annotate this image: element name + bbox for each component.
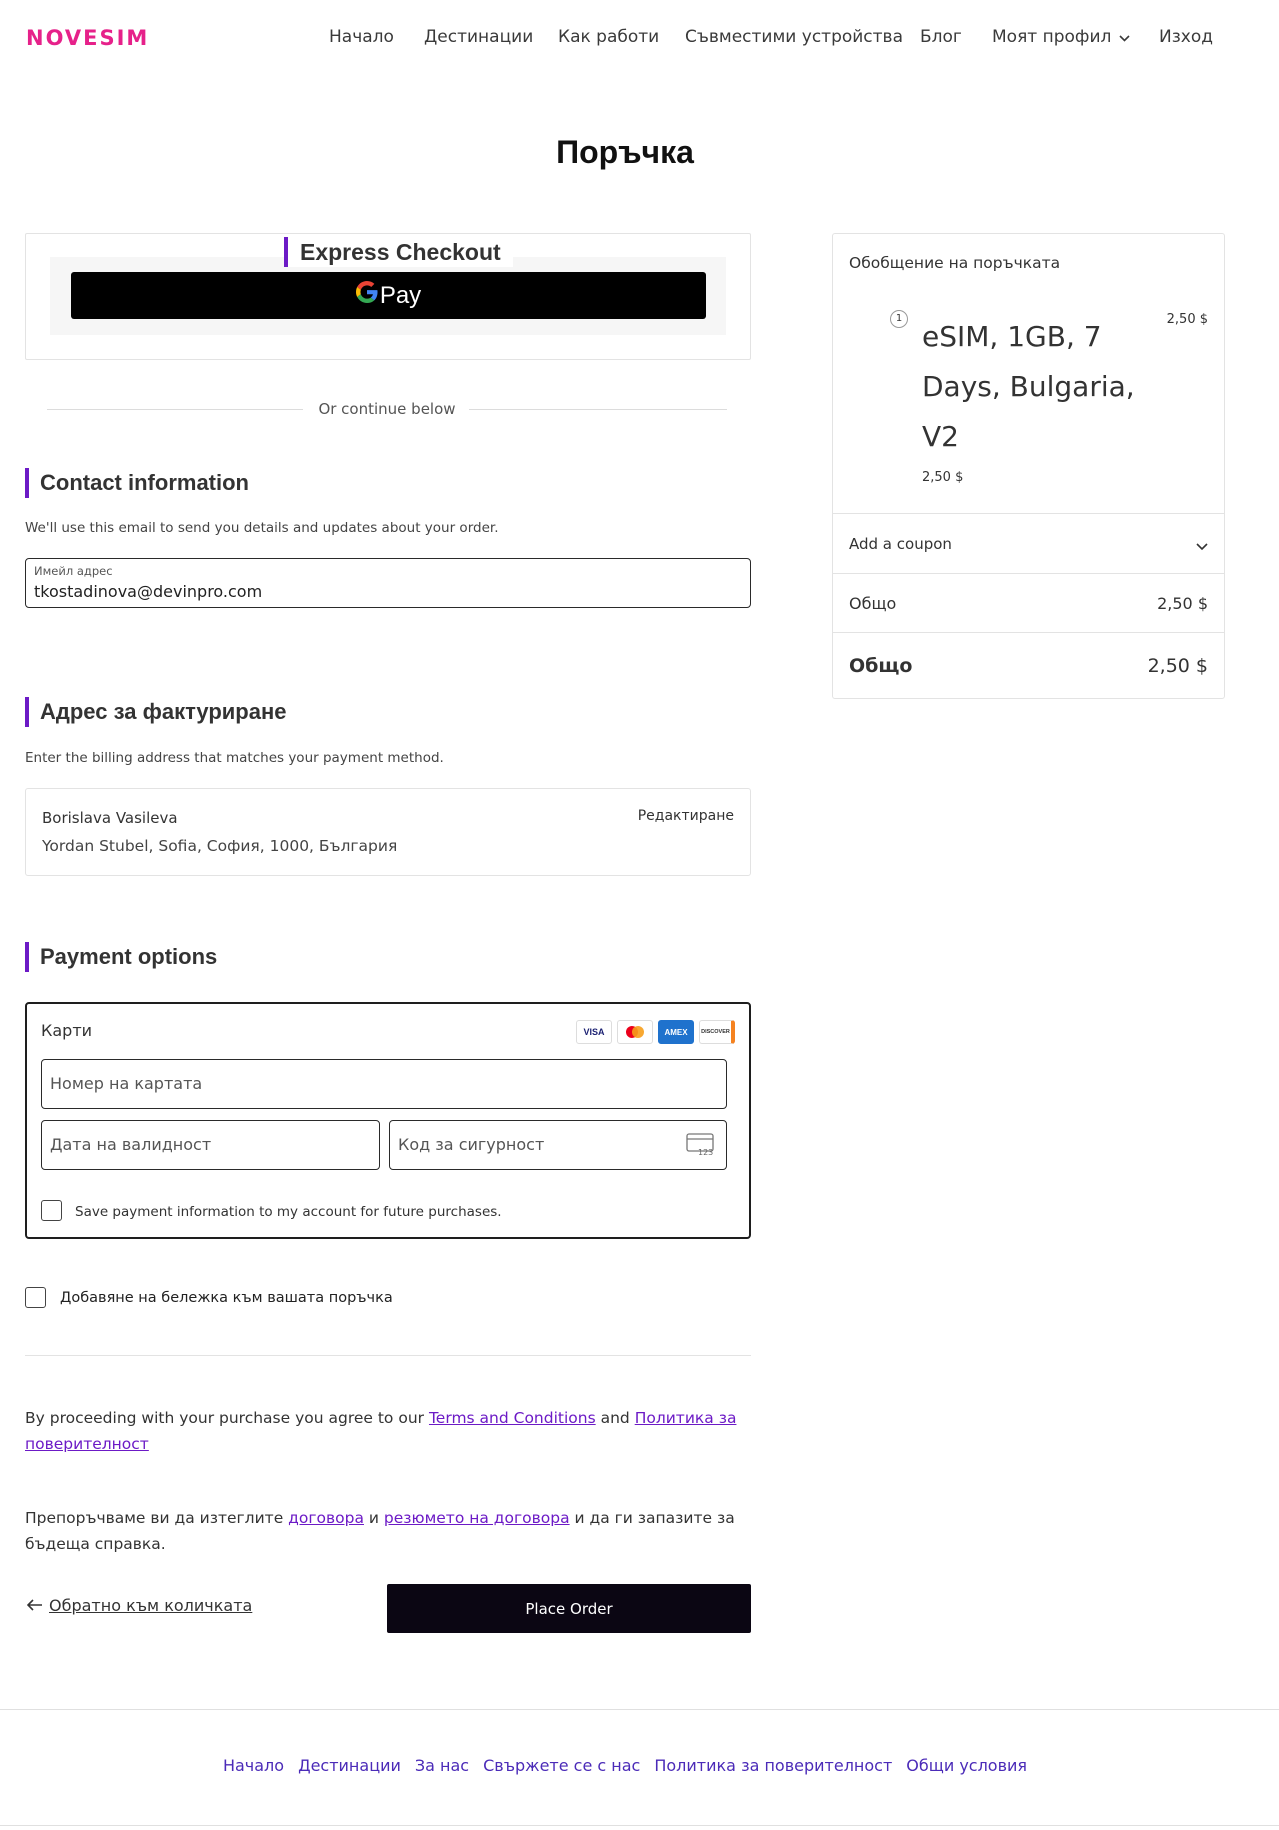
nav-my-profile[interactable] xyxy=(992,27,1130,47)
card-brand-icons xyxy=(576,1020,735,1044)
place-order-button[interactable]: Place Order xyxy=(387,1584,751,1633)
footer-link-contact[interactable]: Свържете се с нас xyxy=(483,1756,641,1775)
order-note-label[interactable]: Добавяне на бележка към вашата поръчка xyxy=(60,1290,393,1306)
order-summary-heading: Обобщение на поръчката xyxy=(849,254,1061,272)
billing-address: Yordan Stubel, Sofia, София, 1000, България xyxy=(42,837,398,855)
footer-divider xyxy=(0,1709,1279,1710)
nav-home[interactable]: Начало xyxy=(329,27,394,47)
google-pay-button[interactable] xyxy=(71,272,706,319)
footer-bottom-line xyxy=(0,1825,1279,1826)
billing-address-card xyxy=(25,788,751,876)
cvc-card-icon xyxy=(686,1132,718,1160)
total-value: 2,50 $ xyxy=(1147,655,1208,677)
item-unit-price: 2,50 $ xyxy=(922,470,964,485)
recommend-text-after: и да ги запазите за бъдеща справка. xyxy=(25,1509,735,1553)
main-nav xyxy=(0,27,1279,51)
card-number-placeholder: Номер на картата xyxy=(50,1074,203,1093)
terms-link[interactable]: Terms and Conditions xyxy=(428,1409,596,1427)
nav-logout[interactable]: Изход xyxy=(1159,27,1213,47)
item-line-price: 2,50 $ xyxy=(1166,312,1208,327)
nav-compatible-devices[interactable]: Съвместими устройства xyxy=(685,27,903,47)
contract-link[interactable]: договора xyxy=(288,1509,364,1527)
coupon-label[interactable]: Add a coupon xyxy=(849,535,952,553)
billing-name: Borislava Vasileva xyxy=(42,809,178,827)
or-continue-text: Or continue below xyxy=(318,400,456,418)
logo[interactable]: NOVESIM xyxy=(26,26,150,50)
total-label: Общо xyxy=(849,655,913,677)
subtotal-value: 2,50 $ xyxy=(1157,594,1208,613)
subtotal-row xyxy=(833,573,1224,632)
express-checkout-title: Express Checkout xyxy=(284,237,513,267)
payment-card-box xyxy=(25,1002,751,1239)
footer-link-privacy[interactable]: Политика за поверителност xyxy=(654,1756,893,1775)
order-summary xyxy=(832,233,1225,699)
nav-how-it-works[interactable]: Как работи xyxy=(558,27,660,47)
security-code-placeholder: Код за сигурност xyxy=(398,1135,545,1154)
coupon-row[interactable] xyxy=(833,513,1224,573)
security-code-input[interactable] xyxy=(389,1120,727,1170)
recommend-text-middle: и xyxy=(363,1509,384,1527)
visa-icon: VISA xyxy=(576,1020,612,1044)
email-field[interactable] xyxy=(25,558,751,608)
nav-blog[interactable]: Блог xyxy=(920,27,962,47)
email-label: Имейл адрес xyxy=(34,564,113,578)
or-divider xyxy=(47,400,727,420)
nav-my-profile-label: Моят профил xyxy=(992,27,1112,47)
item-quantity-badge: 1 xyxy=(890,310,908,328)
save-payment-checkbox[interactable] xyxy=(41,1200,62,1221)
payment-heading: Payment options xyxy=(25,942,217,972)
footer-link-terms[interactable]: Общи условия xyxy=(906,1756,1028,1775)
section-divider xyxy=(25,1355,751,1356)
edit-address-button[interactable]: Редактиране xyxy=(637,808,734,824)
contract-summary-link[interactable]: резюмето на договора xyxy=(383,1509,570,1527)
order-note-checkbox[interactable] xyxy=(25,1287,46,1308)
billing-heading: Адрес за фактуриране xyxy=(25,697,287,727)
billing-description: Enter the billing address that matches your payment method. xyxy=(25,750,444,766)
discover-icon: DISCOVER xyxy=(699,1020,735,1044)
card-number-input[interactable] xyxy=(41,1059,727,1109)
terms-text xyxy=(25,1405,751,1457)
subtotal-label: Общо xyxy=(849,594,897,613)
contact-heading: Contact information xyxy=(25,468,249,498)
nav-destinations[interactable]: Дестинации xyxy=(424,27,534,47)
expiry-date-placeholder: Дата на валидност xyxy=(50,1135,212,1154)
contact-description: We'll use this email to send you details and updates about your order. xyxy=(25,520,499,536)
expiry-date-input[interactable] xyxy=(41,1120,380,1170)
site-header xyxy=(0,0,1279,76)
footer-link-destinations[interactable]: Дестинации xyxy=(298,1756,401,1775)
google-g-icon xyxy=(356,281,380,310)
terms-text-before: By proceeding with your purchase you agree to our xyxy=(25,1409,429,1427)
chevron-down-icon[interactable] xyxy=(1196,536,1208,555)
arrow-left-icon xyxy=(27,1596,43,1615)
total-row xyxy=(833,632,1224,698)
amex-icon: AMEX xyxy=(658,1020,694,1044)
mastercard-icon xyxy=(617,1020,653,1044)
terms-text-middle: and xyxy=(595,1409,635,1427)
item-name: eSIM, 1GB, 7 Days, Bulgaria, V2 xyxy=(922,320,1135,453)
recommend-text xyxy=(25,1505,751,1557)
footer-link-home[interactable]: Начало xyxy=(222,1756,285,1775)
back-to-cart-link[interactable] xyxy=(27,1596,252,1615)
cards-label: Карти xyxy=(41,1021,93,1040)
recommend-text-before: Препоръчваме ви да изтеглите xyxy=(25,1509,289,1527)
footer-links xyxy=(0,1756,1250,1775)
back-to-cart-label: Обратно към количката xyxy=(49,1596,253,1615)
google-pay-label: Pay xyxy=(379,281,422,309)
email-value[interactable]: tkostadinova@devinpro.com xyxy=(34,582,263,601)
save-payment-label[interactable]: Save payment information to my account for future purchases. xyxy=(75,1204,502,1220)
page-title: Поръчка xyxy=(556,134,694,170)
divider-line-right xyxy=(469,409,727,410)
privacy-link[interactable]: Политика за поверителност xyxy=(25,1409,737,1453)
chevron-down-icon xyxy=(1119,27,1130,47)
footer-link-about[interactable]: За нас xyxy=(414,1756,470,1775)
cvc-icon-text: 123 xyxy=(698,1148,714,1156)
